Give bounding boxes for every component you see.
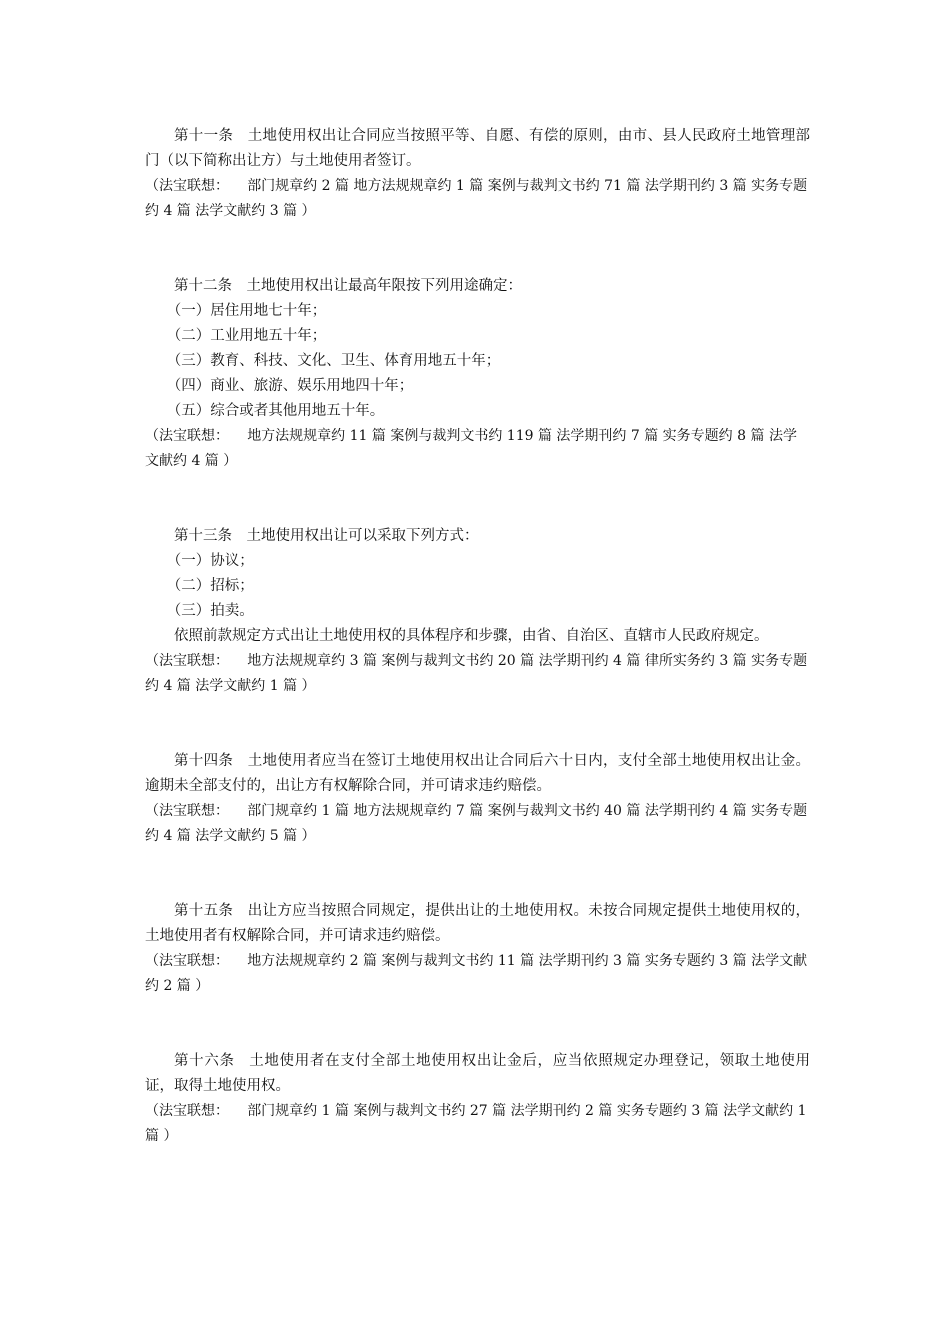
fabao-label: （法宝联想： [145,1103,229,1119]
article-item: （三）拍卖。 [166,603,254,619]
fabao-links-text[interactable]: 部门规章约 2 篇 地方法规规章约 1 篇 案例与裁判文书约 71 篇 法学期刊约 3 篇 实务专题约 4 篇 法学文献约 3 篇 ） [145,178,808,219]
article-body: 出让方应当按照合同规定，提供出让的土地使用权。未按合同规定提供土地使用权的，土地使用者有权解除合同，并可请求违约赔偿。 [145,903,811,944]
fabao-links-text[interactable]: 部门规章约 1 篇 案例与裁判文书约 27 篇 法学期刊约 2 篇 实务专题约 3 篇 法学文献约 1 篇 ） [145,1103,807,1144]
fabao-links-text[interactable]: 地方法规规章约 11 篇 案例与裁判文书约 119 篇 法学期刊约 7 篇 实务专题约 8 篇 法学文献约 4 篇 ） [145,428,797,469]
article-item: （三）教育、科技、文化、卫生、体育用地五十年； [166,353,501,369]
fabao-label: （法宝联想： [145,428,229,444]
article-number: 第十六条 [174,1053,235,1069]
article-body: 土地使用者在支付全部土地使用权出让金后，应当依照规定办理登记，领取土地使用证，取得土地使用权。 [145,1053,810,1094]
article-paragraph [145,274,810,299]
article-15 [145,899,810,999]
article-item: （五）综合或者其他用地五十年。 [166,403,385,419]
article-number: 第十一条 [174,128,234,144]
article-11 [145,124,810,224]
article-number: 第十二条 [174,278,232,294]
fabao-links[interactable] [145,174,810,224]
fabao-links-text[interactable]: 部门规章约 1 篇 地方法规规章约 7 篇 案例与裁判文书约 40 篇 法学期刊约 4 篇 实务专题约 4 篇 法学文献约 5 篇 ） [145,803,808,844]
article-body: 土地使用权出让合同应当按照平等、自愿、有偿的原则，由市、县人民政府土地管理部门（以下简称出让方）与土地使用者签订。 [145,128,811,169]
article-body: 土地使用权出让最高年限按下列用途确定： [246,278,522,294]
fabao-label: （法宝联想： [145,803,229,819]
fabao-links[interactable] [145,424,810,474]
article-extra-paragraph: 依照前款规定方式出让土地使用权的具体程序和步骤，由省、自治区、直辖市人民政府规定。 [174,628,769,644]
document-page [145,124,810,1149]
article-13 [145,524,810,699]
article-paragraph [145,899,810,949]
article-item: （一）协议； [166,553,254,569]
article-16 [145,1049,810,1149]
fabao-links[interactable] [145,649,810,699]
article-paragraph [145,1049,810,1099]
article-item: （二）招标； [166,578,254,594]
article-body: 土地使用权出让可以采取下列方式： [246,528,479,544]
article-paragraph [145,124,810,174]
fabao-links[interactable] [145,1099,810,1149]
article-14 [145,749,810,849]
fabao-links[interactable] [145,949,810,999]
article-item: （二）工业用地五十年； [166,328,327,344]
article-item: （一）居住用地七十年； [166,303,327,319]
article-paragraph [145,749,810,799]
fabao-links-text[interactable]: 地方法规规章约 3 篇 案例与裁判文书约 20 篇 法学期刊约 4 篇 律所实务约 3 篇 实务专题约 4 篇 法学文献约 1 篇 ） [145,653,808,694]
article-body: 土地使用者应当在签订土地使用权出让合同后六十日内，支付全部土地使用权出让金。逾期未全部支付的，出让方有权解除合同，并可请求违约赔偿。 [145,753,811,794]
article-number: 第十三条 [174,528,232,544]
fabao-label: （法宝联想： [145,178,229,194]
article-number: 第十五条 [174,903,234,919]
fabao-label: （法宝联想： [145,653,229,669]
fabao-links-text[interactable]: 地方法规规章约 2 篇 案例与裁判文书约 11 篇 法学期刊约 3 篇 实务专题约 3 篇 法学文献约 2 篇 ） [145,953,808,994]
article-paragraph [145,524,810,549]
fabao-links[interactable] [145,799,810,849]
article-12 [145,274,810,474]
article-number: 第十四条 [174,753,234,769]
article-item: （四）商业、旅游、娱乐用地四十年； [166,378,414,394]
fabao-label: （法宝联想： [145,953,229,969]
